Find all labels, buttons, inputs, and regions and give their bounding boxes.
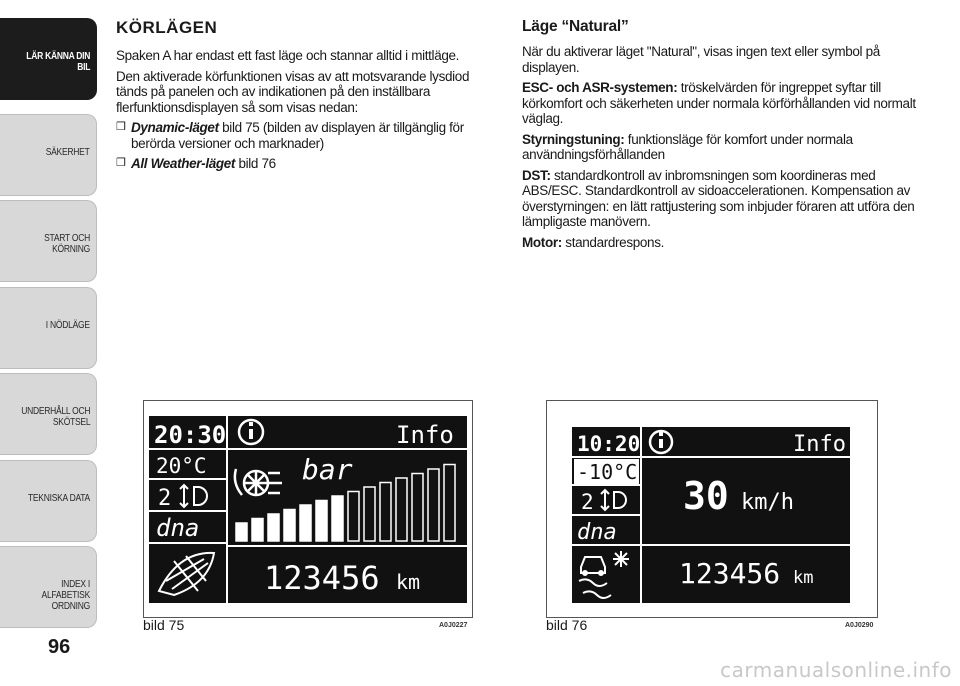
tab-lar-kanna-din-bil[interactable]: LÄR KÄNNA DIN BIL (0, 18, 97, 100)
definition-item (522, 168, 917, 230)
left-column (116, 18, 501, 177)
gauge-bar (380, 483, 391, 542)
display-speed: 30 (683, 474, 729, 518)
display-info-label: Info (793, 432, 846, 457)
tab-tekniska-data[interactable]: TEKNISKA DATA (0, 460, 97, 542)
gauge-bar (268, 514, 279, 541)
list-term: All Weather-läget (131, 156, 236, 171)
display-odometer: 123456 (264, 559, 380, 597)
tab-sakerhet[interactable]: SÄKERHET (0, 114, 97, 196)
definition-text: funktionsläge för komfort under normala användningsförhållanden (522, 131, 853, 162)
section-heading: KÖRLÄGEN (116, 18, 218, 37)
display-dynamic-illustration (144, 401, 472, 617)
gauge-bar (364, 487, 375, 541)
display-odometer-unit: km (396, 570, 421, 594)
display-all-weather-illustration (547, 401, 877, 617)
list-item (116, 120, 501, 151)
gauge-bar (348, 492, 359, 542)
definition-text: tröskelvärden för ingreppet syftar till körkomfort och säkerheten under normala körförhållanden vid normalt väglag. (522, 80, 916, 126)
right-column (522, 18, 917, 255)
display-info-label: Info (396, 421, 454, 449)
display-temperature: 20°C (156, 454, 207, 478)
page-number: 96 (48, 636, 71, 658)
paragraph: När du aktiverar läget "Natural", visas ingen text eller symbol på displayen. (522, 44, 880, 75)
gauge-bar (412, 474, 423, 542)
paragraph: Den aktiverade körfunktionen visas av att motsvarande lysdiod tänds på panelen och av indikationen på den inställbara flerfunktionsdisplayen så som visas nedan: (116, 68, 470, 115)
display-time: 10:20 (577, 432, 641, 456)
gauge-bar (252, 519, 263, 542)
tab-i-nodlage[interactable]: I NÖDLÄGE (0, 287, 97, 369)
gauge-bar (428, 469, 439, 541)
figure-code: A0J0290 (845, 622, 874, 629)
watermark: carmanualsonline.info (720, 658, 952, 682)
display-speed-unit: km/h (741, 490, 794, 515)
display-unit-bar: bar (302, 453, 353, 486)
display-odometer: 123456 (679, 557, 781, 590)
dna-label: dna (156, 514, 200, 542)
display-odometer-unit: km (793, 568, 814, 588)
list-text: bild 75 (bilden av displayen är tillgänglig för berörda versioner och marknader) (131, 120, 464, 151)
gauge-bar (300, 505, 311, 541)
figure-76 (546, 400, 878, 618)
list-text: bild 76 (235, 156, 276, 171)
figure-caption: bild 76 (546, 617, 588, 633)
definition-item (522, 132, 917, 163)
gauge-bar (236, 523, 247, 541)
bullet-icon: ❒ (116, 157, 126, 169)
gauge-bar (396, 478, 407, 541)
subsection-heading: Läge “Natural” (522, 18, 629, 35)
tab-index[interactable]: INDEX I ALFABETISK ORDNING (0, 546, 97, 628)
gauge-bar (284, 510, 295, 542)
gauge-bar (444, 465, 455, 542)
display-gear: 2 (158, 486, 172, 511)
definition-term: DST: (522, 167, 551, 183)
figure-caption: bild 75 (143, 617, 185, 633)
list-item (116, 156, 501, 172)
definition-text: standardkontroll av inbromsningen som koordineras med ABS/ESC. Standardkontroll av sidoaccelerationen. Kompensation av överstyrningen: en lätt rattjustering som inbjuder föraren att utföra den lämpligaste manövern. (522, 167, 915, 229)
figure-75 (143, 400, 473, 618)
display-temperature: -10°C (577, 460, 638, 484)
definition-term: Styrningstuning: (522, 131, 625, 147)
definition-item (522, 80, 917, 127)
dna-label: dna (577, 520, 617, 545)
display-gear: 2 (581, 490, 594, 514)
display-time: 20:30 (154, 421, 227, 449)
list-term: Dynamic-läget (131, 120, 219, 135)
definition-term: ESC- och ASR-systemen: (522, 80, 678, 95)
gauge-bar (316, 501, 327, 542)
figure-code: A0J0227 (439, 622, 468, 629)
definition-term: Motor: (522, 234, 562, 250)
tab-underhall-och-skotsel[interactable]: UNDERHÅLL OCH SKÖTSEL (0, 373, 97, 455)
chapter-tabs (0, 0, 100, 640)
gauge-bar (332, 496, 343, 541)
tab-start-och-korning[interactable]: START OCH KÖRNING (0, 200, 97, 282)
definition-item (522, 235, 917, 251)
paragraph: Spaken A har endast ett fast läge och stannar alltid i mittläge. (116, 48, 460, 63)
bullet-icon: ❒ (116, 121, 126, 133)
definition-text: standardrespons. (561, 234, 665, 250)
